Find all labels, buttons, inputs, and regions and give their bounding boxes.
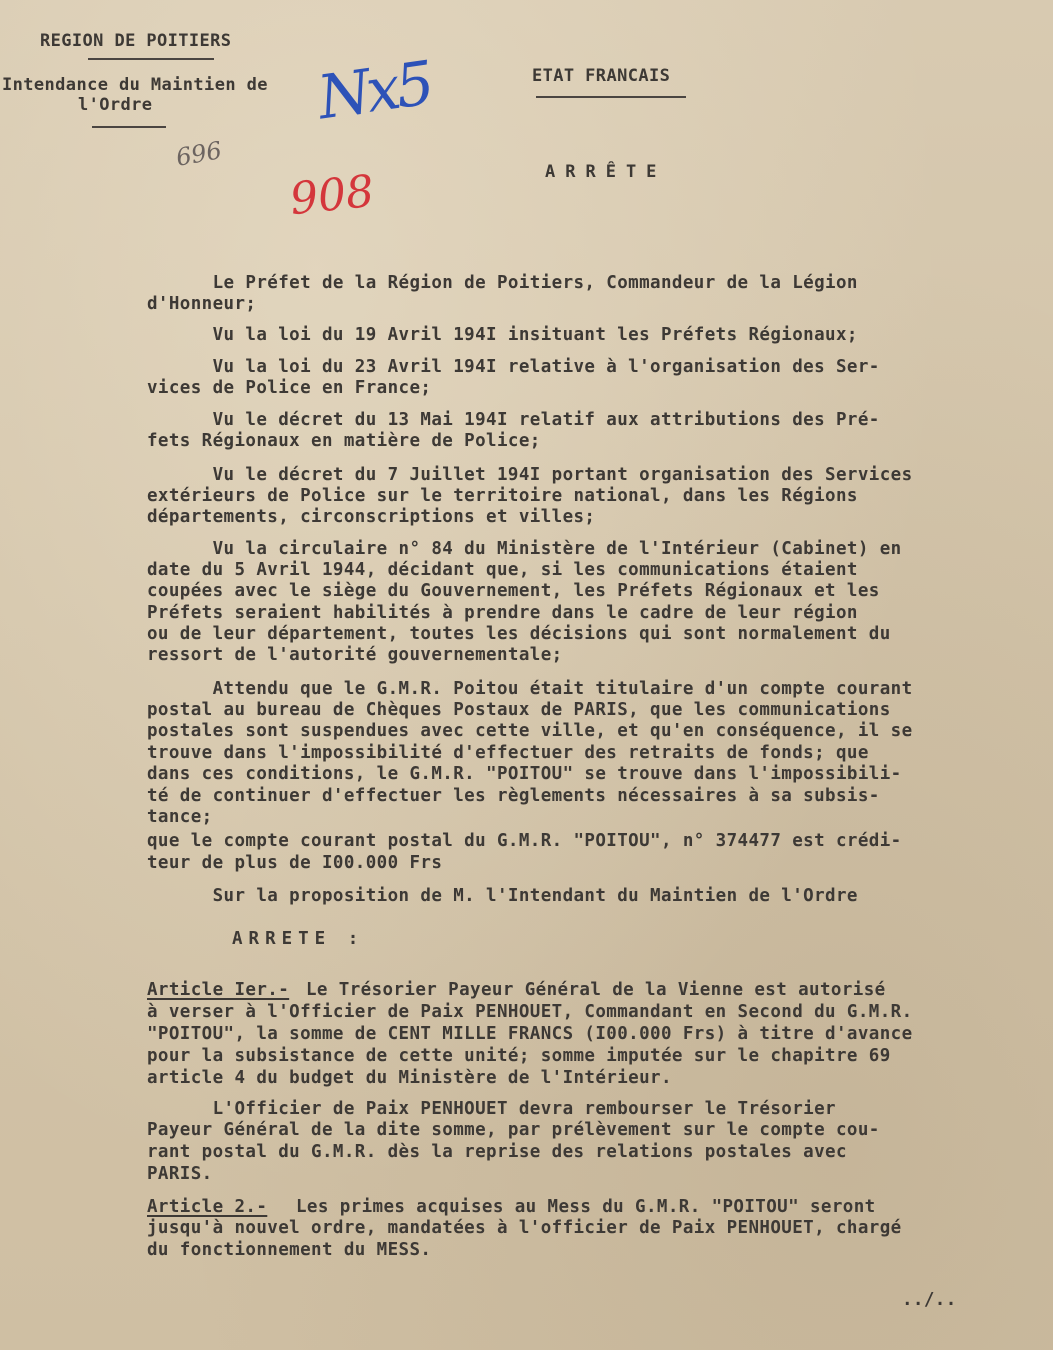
preamble-line: Attendu que le G.M.R. Poitou était titulaire d'un compte courant — [147, 679, 913, 699]
region-underline — [88, 58, 214, 60]
article-1-line: PARIS. — [147, 1164, 213, 1184]
preamble-line: d'Honneur; — [147, 294, 257, 314]
article-1-line: article 4 du budget du Ministère de l'Intérieur. — [147, 1068, 672, 1088]
preamble-line: fets Régionaux en matière de Police; — [147, 431, 541, 451]
preamble-line: postal au bureau de Chèques Postaux de PARIS, que les communications — [147, 700, 891, 720]
preamble-line: trouve dans l'impossibilité d'effectuer des retraits de fonds; que — [147, 743, 869, 763]
preamble-line: Vu la loi du 19 Avril 194I insituant les Préfets Régionaux; — [147, 325, 858, 345]
article-1-line: "POITOU", la somme de CENT MILLE FRANCS (I00.000 Frs) à titre d'avance — [147, 1024, 913, 1044]
preamble-line: ou de leur département, toutes les décisions qui sont normalement du — [147, 624, 891, 644]
preamble-line: ressort de l'autorité gouvernementale; — [147, 645, 563, 665]
service-underline — [92, 126, 166, 128]
article-1-line: rant postal du G.M.R. dès la reprise des relations postales avec — [147, 1142, 847, 1162]
preamble-line: Vu le décret du 13 Mai 194I relatif aux attributions des Pré- — [147, 410, 880, 430]
state-header: ETAT FRANCAIS — [532, 66, 671, 86]
service-line-2: l'Ordre — [78, 95, 153, 115]
preamble-line: postales sont suspendues avec cette ville, et qu'en conséquence, il se — [147, 721, 913, 741]
pencil-annotation: 696 — [173, 136, 224, 172]
service-line-1: Intendance du Maintien de — [2, 75, 268, 95]
article-1-line: pour la subsistance de cette unité; somme imputée sur le chapitre 69 — [147, 1046, 891, 1066]
preamble-line: teur de plus de I00.000 Frs — [147, 853, 443, 873]
preamble-line: date du 5 Avril 1944, décidant que, si les communications étaient — [147, 560, 858, 580]
decree-heading: ARRETE : — [232, 929, 365, 949]
preamble-line: té de continuer d'effectuer les règlements nécessaires à sa subsis- — [147, 786, 880, 806]
article-1-line: à verser à l'Officier de Paix PENHOUET, Commandant en Second du G.M.R. — [147, 1002, 913, 1022]
red-annotation: 908 — [287, 165, 377, 226]
preamble-line: dans ces conditions, le G.M.R. "POITOU" se trouve dans l'impossibili- — [147, 764, 902, 784]
region-header: REGION DE POITIERS — [40, 31, 232, 51]
article-2-line: Les primes acquises au Mess du G.M.R. "POITOU" seront — [296, 1197, 876, 1217]
blue-annotation: Nx5 — [313, 48, 435, 134]
article-2-label: Article 2.- — [147, 1197, 268, 1217]
preamble-line: tance; — [147, 807, 213, 827]
preamble-line: Le Préfet de la Région de Poitiers, Commandeur de la Légion — [147, 273, 858, 293]
preamble-line: Vu la loi du 23 Avril 194I relative à l'organisation des Ser- — [147, 357, 880, 377]
preamble-line: Préfets seraient habilités à prendre dans le cadre de leur région — [147, 603, 858, 623]
preamble-line: Sur la proposition de M. l'Intendant du Maintien de l'Ordre — [147, 886, 858, 906]
state-underline — [536, 96, 686, 98]
continuation-mark: ../.. — [902, 1290, 957, 1310]
article-1-label: Article Ier.- — [147, 980, 290, 1000]
article-1-line: Le Trésorier Payeur Général de la Vienne est autorisé — [306, 980, 886, 1000]
article-2-line: du fonctionnement du MESS. — [147, 1240, 432, 1260]
document-title: ARRÊTE — [545, 162, 667, 182]
preamble-line: Vu le décret du 7 Juillet 194I portant organisation des Services — [147, 465, 913, 485]
preamble-line: vices de Police en France; — [147, 378, 432, 398]
article-1-line: Payeur Général de la dite somme, par prélèvement sur le compte cou- — [147, 1120, 880, 1140]
preamble-line: Vu la circulaire n° 84 du Ministère de l'Intérieur (Cabinet) en — [147, 539, 902, 559]
article-1-line: L'Officier de Paix PENHOUET devra rembourser le Trésorier — [147, 1099, 836, 1119]
preamble-line: coupées avec le siège du Gouvernement, les Préfets Régionaux et les — [147, 581, 880, 601]
preamble-line: que le compte courant postal du G.M.R. "POITOU", n° 374477 est crédi- — [147, 831, 902, 851]
preamble-line: départements, circonscriptions et villes; — [147, 507, 596, 527]
preamble-line: extérieurs de Police sur le territoire national, dans les Régions — [147, 486, 858, 506]
article-2-line: jusqu'à nouvel ordre, mandatées à l'officier de Paix PENHOUET, chargé — [147, 1218, 902, 1238]
